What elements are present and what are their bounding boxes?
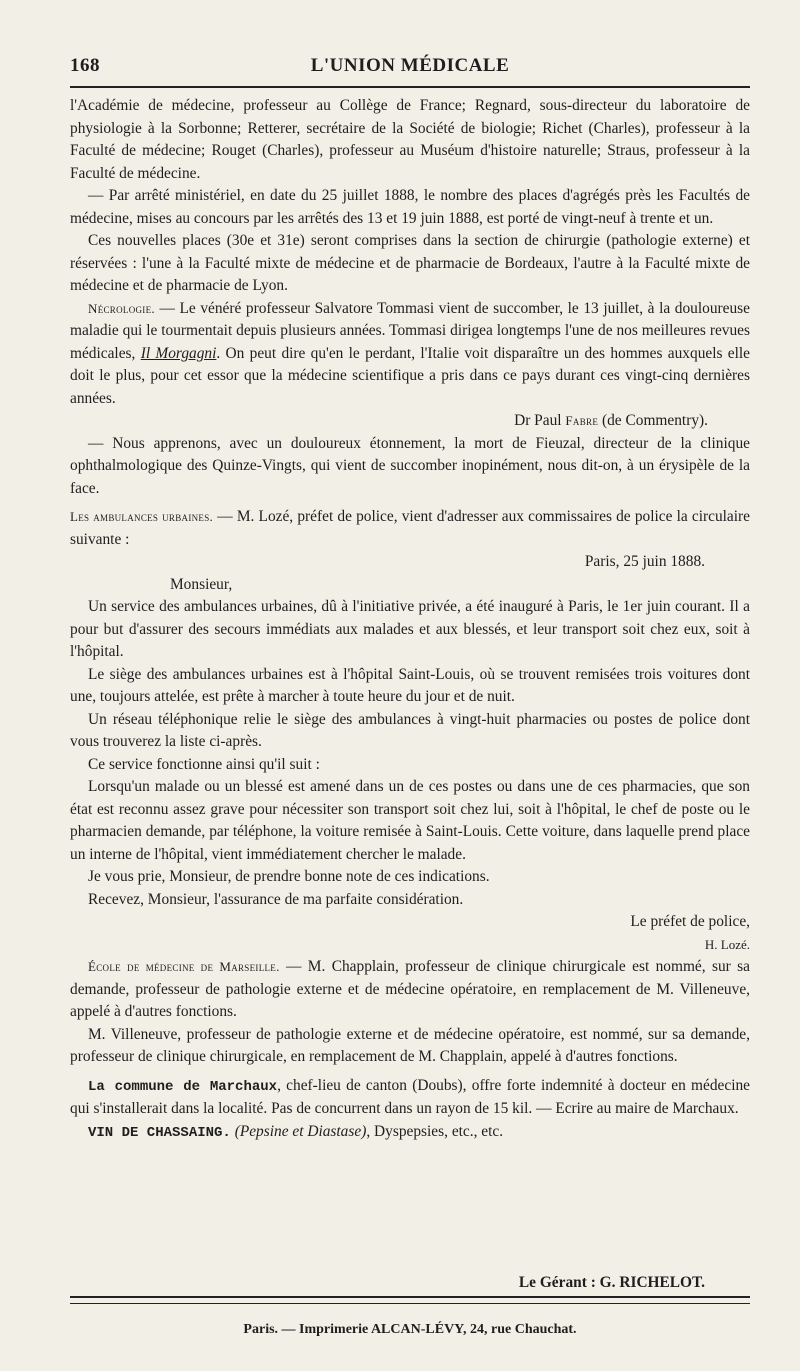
necrology-signature: Dr Paul Fabre (de Commentry). bbox=[514, 412, 708, 429]
advert-paragraph: VIN DE CHASSAING. (Pepsine et Diastase), Dyspepsies, etc., etc. bbox=[88, 1122, 504, 1141]
letter-salutation: Monsieur, bbox=[170, 575, 233, 593]
necrology-text: — Le vénéré professeur Salvatore Tommasi vient de succomber, le 13 juillet, à la douloureuse maladie qui le tourmentait depuis plusieurs années. Tommasi dirigea longtemps l'une de nos meilleures revues médicales, bbox=[70, 299, 750, 362]
journal-title: L'UNION MÉDICALE bbox=[310, 55, 510, 76]
header-rule bbox=[70, 86, 750, 88]
footer-rule-thin bbox=[70, 1303, 750, 1304]
letter-signature-name: H. Lozé. bbox=[704, 936, 750, 952]
letter-paragraph: Un service des ambulances urbaines, dû à l'initiative privée, a été inauguré à Paris, le 1er juin courant. Il a pour but d'assurer des secours immédiats aux malades et aux blessés, et leur transport soit chez eux, soit à l'hôpital. bbox=[70, 598, 750, 660]
section-label-necrologie: Nécrologie. bbox=[88, 300, 155, 316]
letter-paragraph: Le siège des ambulances urbaines est à l'hôpital Saint-Louis, où se trouvent remisées trois voitures dont une, toujours attelée, est prête à marcher à toute heure du jour et de nuit. bbox=[70, 665, 750, 705]
journal-name: Il Morgagni bbox=[140, 344, 217, 362]
ecole-paragraph: École de médecine de Marseille. — M. Chapplain, professeur de clinique chirurgicale est nommé, sur sa demande, professeur de pathologie externe et de médecine opératoire, en remplacement de M. Villeneuve, appelé à d'autres fonctions. bbox=[70, 958, 750, 1020]
page bbox=[70, 0, 750, 1371]
letter-date: Paris, 25 juin 1888. bbox=[584, 553, 705, 570]
paragraph: — Par arrêté ministériel, en date du 25 juillet 1888, le nombre des places d'agrégés près les Facultés de médecine, mises au concours par les arrêtés des 13 et 19 juin 1888, est porté de vingt-neuf à trente et un. bbox=[70, 187, 750, 227]
letter-signature-title: Le préfet de police, bbox=[630, 913, 750, 930]
marchaux-label: La commune de Marchaux bbox=[88, 1078, 278, 1095]
necrology-paragraph bbox=[70, 298, 750, 411]
ambulances-paragraph: Les ambulances urbaines. — M. Lozé, préfet de police, vient d'adresser aux commissaires de police la circulaire suivante : bbox=[70, 508, 750, 548]
paragraph: M. Villeneuve, professeur de pathologie externe et de médecine opératoire, est nommé, sur sa demande, professeur de clinique chirurgicale, en remplacement de M. Chapplain, appelé à d'autres fonctions. bbox=[70, 1025, 750, 1065]
paragraph: — Nous apprenons, avec un douloureux étonnement, la mort de Fieuzal, directeur de la clinique ophthalmologique des Quinze-Vingts, qui vient de succomber inopinément, nous dit-on, à un érysipèle de la face. bbox=[70, 434, 750, 497]
section-label-ecole: École de médecine de Marseille. bbox=[88, 959, 280, 974]
letter-paragraph: Ce service fonctionne ainsi qu'il suit : bbox=[88, 755, 320, 773]
advert-italic: (Pepsine et Diastase) bbox=[234, 1122, 367, 1140]
page-number: 168 bbox=[70, 55, 100, 76]
paragraph: l'Académie de médecine, professeur au Collège de France; Regnard, sous-directeur du laboratoire de physiologie à la Sorbonne; Retterer, secrétaire de la Société de biologie; Richet (Charles), professeur à la Faculté de médecine; Rouget (Charles), professeur au Muséum d'histoire naturelle; Straus, professeur à la Faculté de médecine. bbox=[70, 97, 750, 182]
marchaux-paragraph: La commune de Marchaux, chef-lieu de canton (Doubs), offre forte indemnité à docteur en médecine qui s'installerait dans la localité. Pas de concurrent dans un rayon de 15 kil. — Ecrire au maire de Marchaux. bbox=[70, 1076, 750, 1117]
necrology-text-end: . On peut dire qu'en le perdant, l'Italie voit disparaître un des hommes auxquels elle doit le plus, pour cet essor que la médecine scientifique a pris dans ce pays durant ces vingt-cinq dernières années. bbox=[70, 344, 750, 407]
printer-imprint: Paris. — Imprimerie ALCAN-LÉVY, 24, rue Chauchat. bbox=[243, 1322, 577, 1337]
footer-rule bbox=[70, 1296, 750, 1298]
advert-label: VIN DE CHASSAING. bbox=[88, 1124, 231, 1141]
article-body bbox=[70, 95, 750, 1144]
section-label-ambulances: Les ambulances urbaines. bbox=[70, 509, 214, 524]
gerant-signature: Le Gérant : G. RICHELOT. bbox=[518, 1274, 705, 1291]
letter-paragraph: Un réseau téléphonique relie le siège des ambulances à vingt-huit pharmacies ou postes de police dont vous trouverez la liste ci-après. bbox=[70, 710, 750, 750]
letter-paragraph: Je vous prie, Monsieur, de prendre bonne note de ces indications. bbox=[88, 868, 490, 885]
paragraph: Ces nouvelles places (30e et 31e) seront comprises dans la section de chirurgie (pathologie externe) et réservées : l'une à la Faculté mixte de médecine et de pharmacie de Bordeaux, l'autre à la Faculté mixte de médecine et de pharmacie de Lyon. bbox=[70, 232, 750, 294]
letter-paragraph: Lorsqu'un malade ou un blessé est amené dans un de ces postes ou dans une de ces pharmacies, que son état est reconnu assez grave pour nécessiter son transport soit chez lui, soit à l'hôpital, le chef de poste ou le pharmacien demande, par téléphone, la voiture remisée à Saint-Louis. Cette voiture, dans laquelle prend place un interne de l'hôpital, vient immédiatement chercher le malade. bbox=[70, 778, 750, 863]
letter-paragraph: Recevez, Monsieur, l'assurance de ma parfaite considération. bbox=[88, 890, 464, 908]
running-header bbox=[70, 55, 750, 83]
